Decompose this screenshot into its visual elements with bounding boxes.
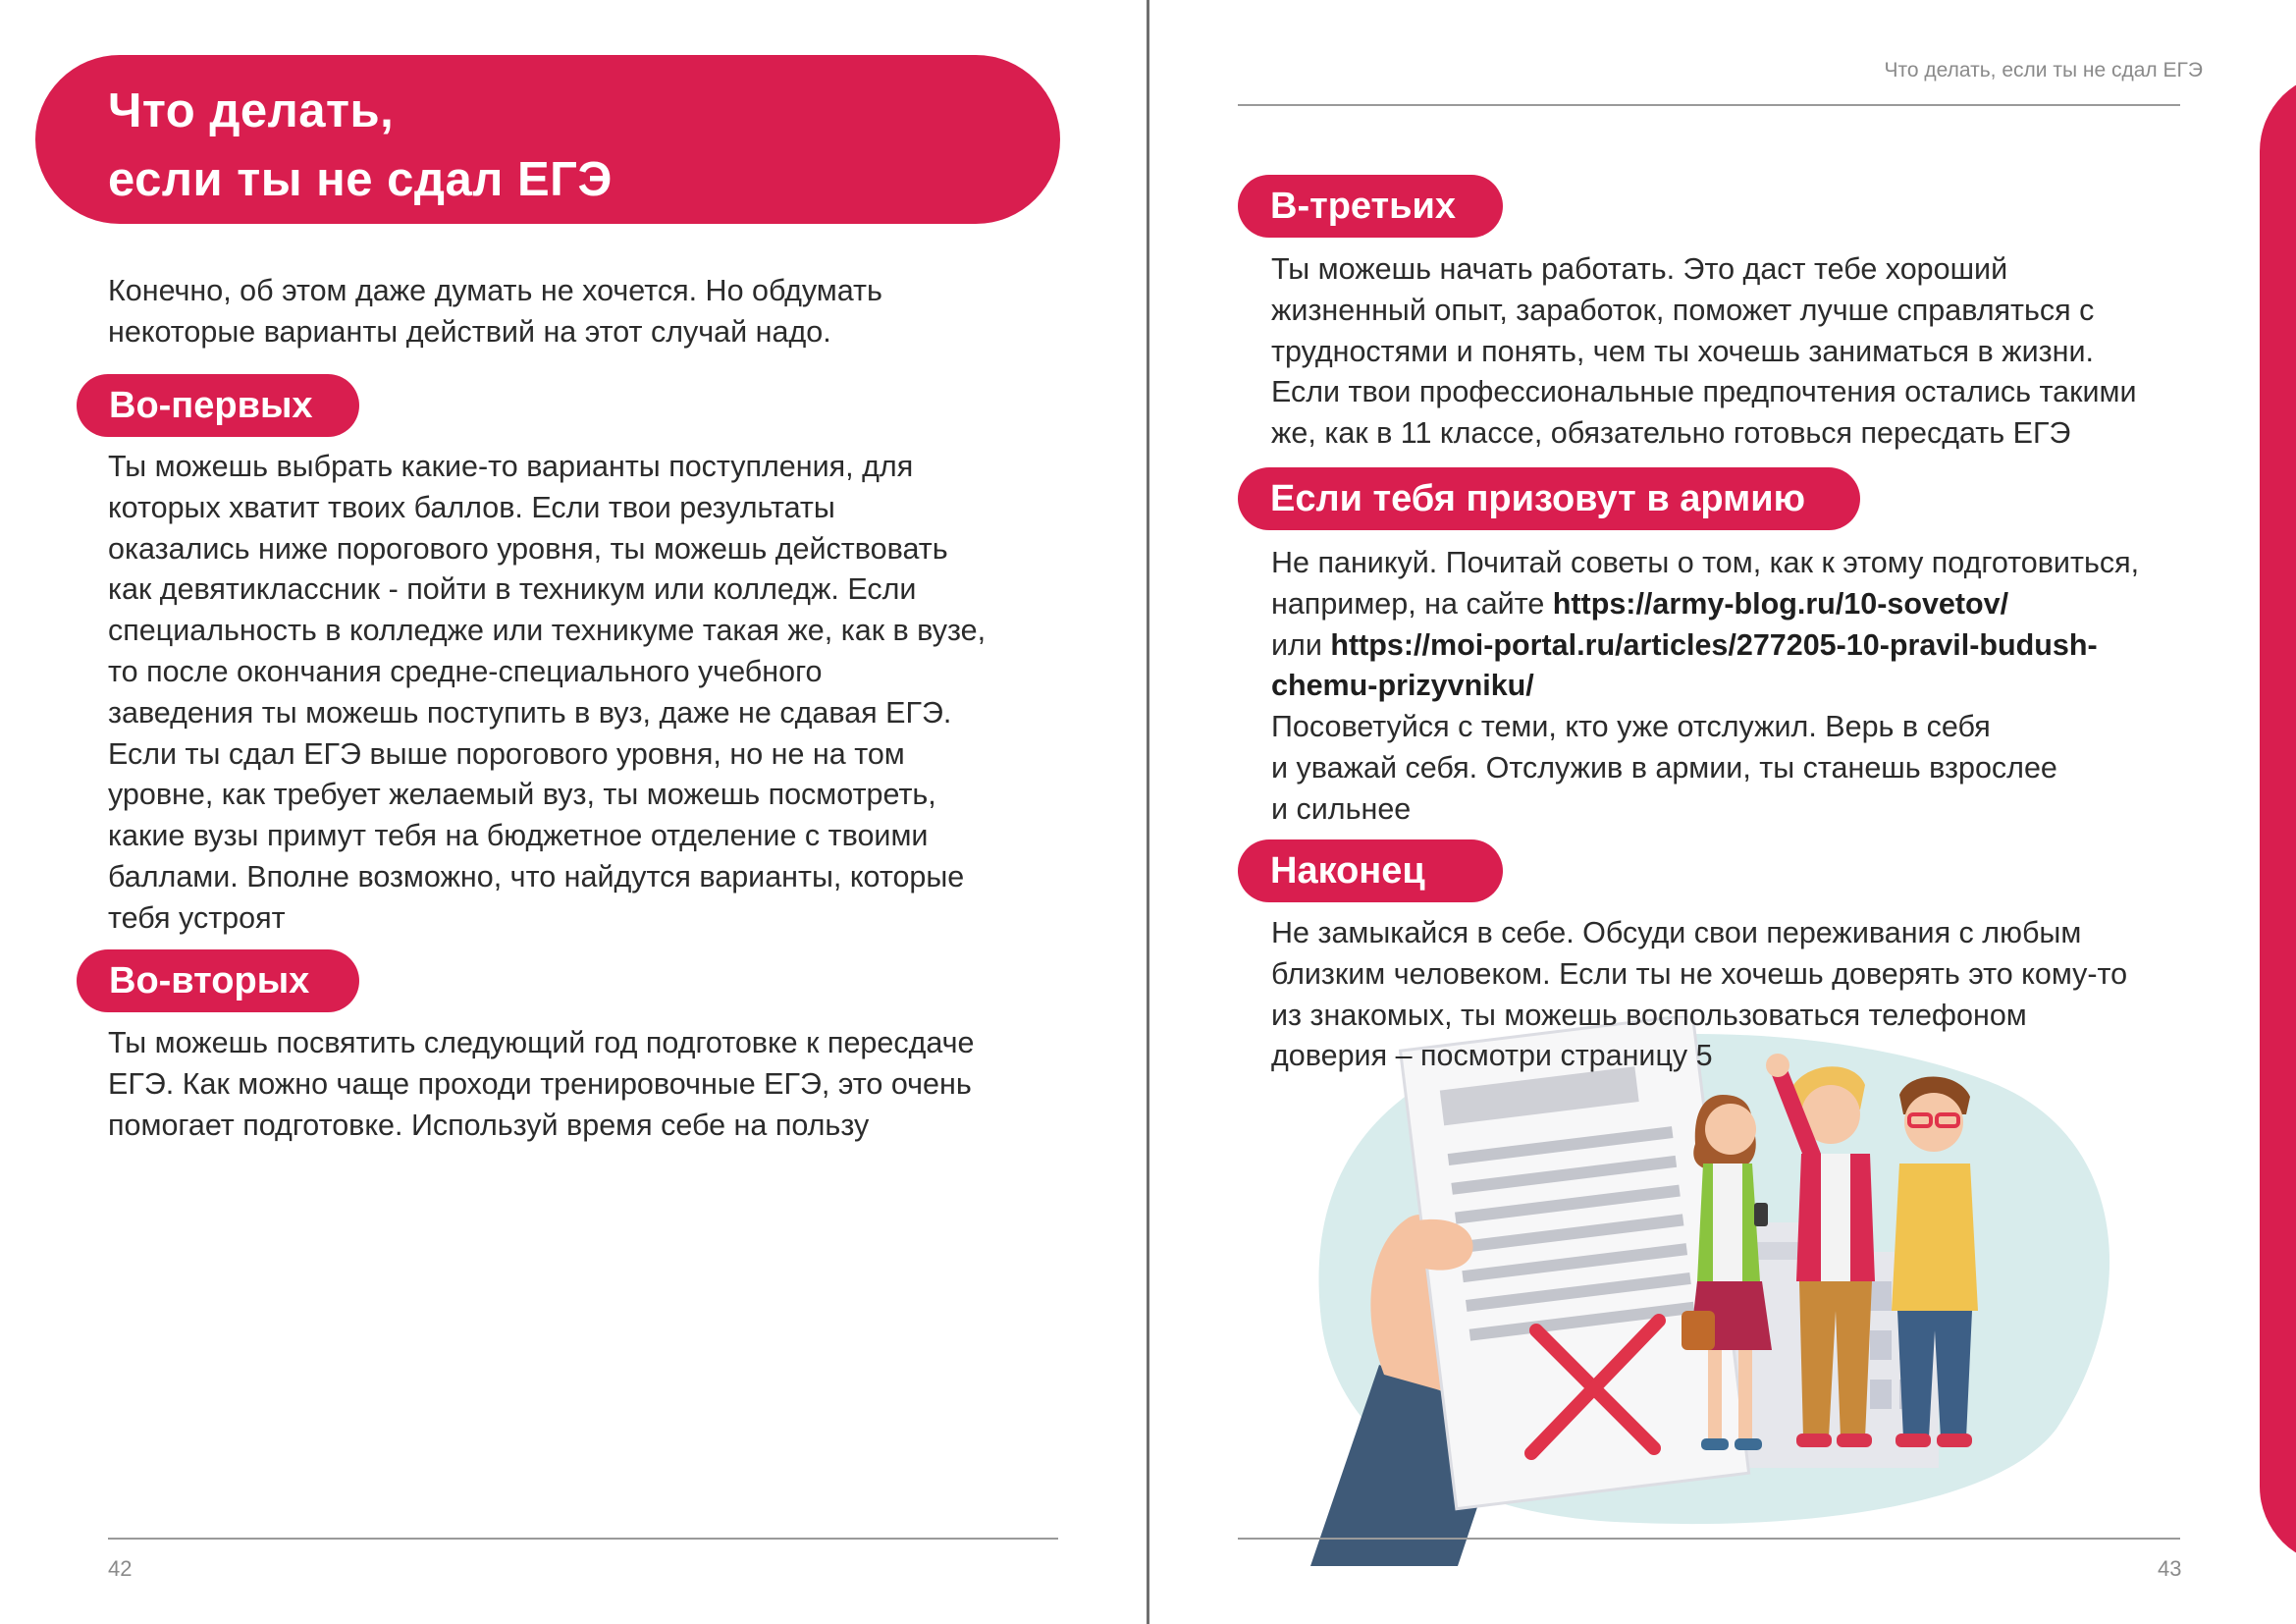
army-line-2-prefix: например, на сайте xyxy=(1271,586,1553,621)
section-heading-third: В-третьих xyxy=(1238,175,1503,238)
footer-rule xyxy=(108,1538,1058,1540)
section-heading-army: Если тебя призовут в армию xyxy=(1238,467,1860,530)
army-advice-text: Посоветуйся с теми, кто уже отслужил. Верь в себя и уважай себя. Отслужив в армии, ты станешь взрослее и сильнее xyxy=(1271,710,2057,826)
header-rule xyxy=(1238,104,2180,106)
edge-tab xyxy=(2260,73,2296,1565)
section-text-third: Ты можешь начать работать. Это даст тебе хороший жизненный опыт, заработок, поможет лучше справляться с трудностями и понять, чем ты хочешь заниматься в жизни. Если твои профессиональные предпочтения остались такими же, как в 11 классе, обязательно готовься пересдать ЕГЭ xyxy=(1271,252,2137,451)
left-page xyxy=(0,0,1147,1624)
running-head: Что делать, если ты не сдал ЕГЭ xyxy=(1884,59,2203,81)
army-line-4 xyxy=(1271,666,2139,707)
army-blog-link[interactable]: https://army-blog.ru/10-sovetov/ xyxy=(1552,586,2009,621)
page-number-right: 43 xyxy=(2158,1556,2182,1581)
intro-text: Конечно, об этом даже думать не хочется. Но обдумать некоторые варианты действий на этот случай надо. xyxy=(108,274,882,349)
page-number-left: 42 xyxy=(108,1556,133,1581)
section-heading-first: Во-первых xyxy=(77,374,359,437)
right-page xyxy=(1149,0,2296,1624)
section-heading-second: Во-вторых xyxy=(77,949,359,1012)
page-title: Что делать, если ты не сдал ЕГЭ xyxy=(108,84,613,206)
section-text-first: Ты можешь выбрать какие-то варианты поступления, для которых хватит твоих баллов. Если твои результаты оказались ниже порогового уровня, ты можешь действовать как девятиклассник - пойти в техникум или колледж. Если специальность в колледже или техникуме такая же, как в вузе, то после окончания средне-специального учебного заведения ты можешь поступить в вуз, даже не сдавая ЕГЭ. Если ты сдал ЕГЭ выше порогового уровня, но не на том уровне, как требует желаемый вуз, ты можешь посмотреть, какие вузы примут тебя на бюджетное отделение с твоими баллами. Вполне возможно, что найдутся варианты, которые тебя устроят xyxy=(108,450,987,935)
moi-portal-link[interactable]: https://moi-portal.ru/articles/277205-10-pravil-budush- xyxy=(1330,627,2098,662)
section-text-army xyxy=(1271,543,2139,831)
title-banner xyxy=(35,55,1060,224)
section-heading-finally: Наконец xyxy=(1238,839,1503,902)
army-line-3 xyxy=(1271,625,2139,667)
section-text-finally: Не замыкайся в себе. Обсуди свои переживания с любым близким человеком. Если ты не хочешь доверять это кому-то из знакомых, ты можешь воспользоваться телефоном доверия – посмотри страницу 5 xyxy=(1271,916,2128,1073)
failed-exam-illustration xyxy=(1291,1016,2155,1566)
army-line-3-prefix: или xyxy=(1271,627,1331,662)
army-line-2 xyxy=(1271,584,2139,625)
moi-portal-link-continued[interactable]: chemu-prizyvniku/ xyxy=(1271,669,1534,703)
army-line-1: Не паникуй. Почитай советы о том, как к этому подготовиться, xyxy=(1271,546,2140,579)
section-text-second: Ты можешь посвятить следующий год подготовке к пересдаче ЕГЭ. Как можно чаще проходи тренировочные ЕГЭ, это очень помогает подготовке. Используй время себе на пользу xyxy=(108,1026,975,1142)
footer-rule-right xyxy=(1238,1538,2180,1540)
